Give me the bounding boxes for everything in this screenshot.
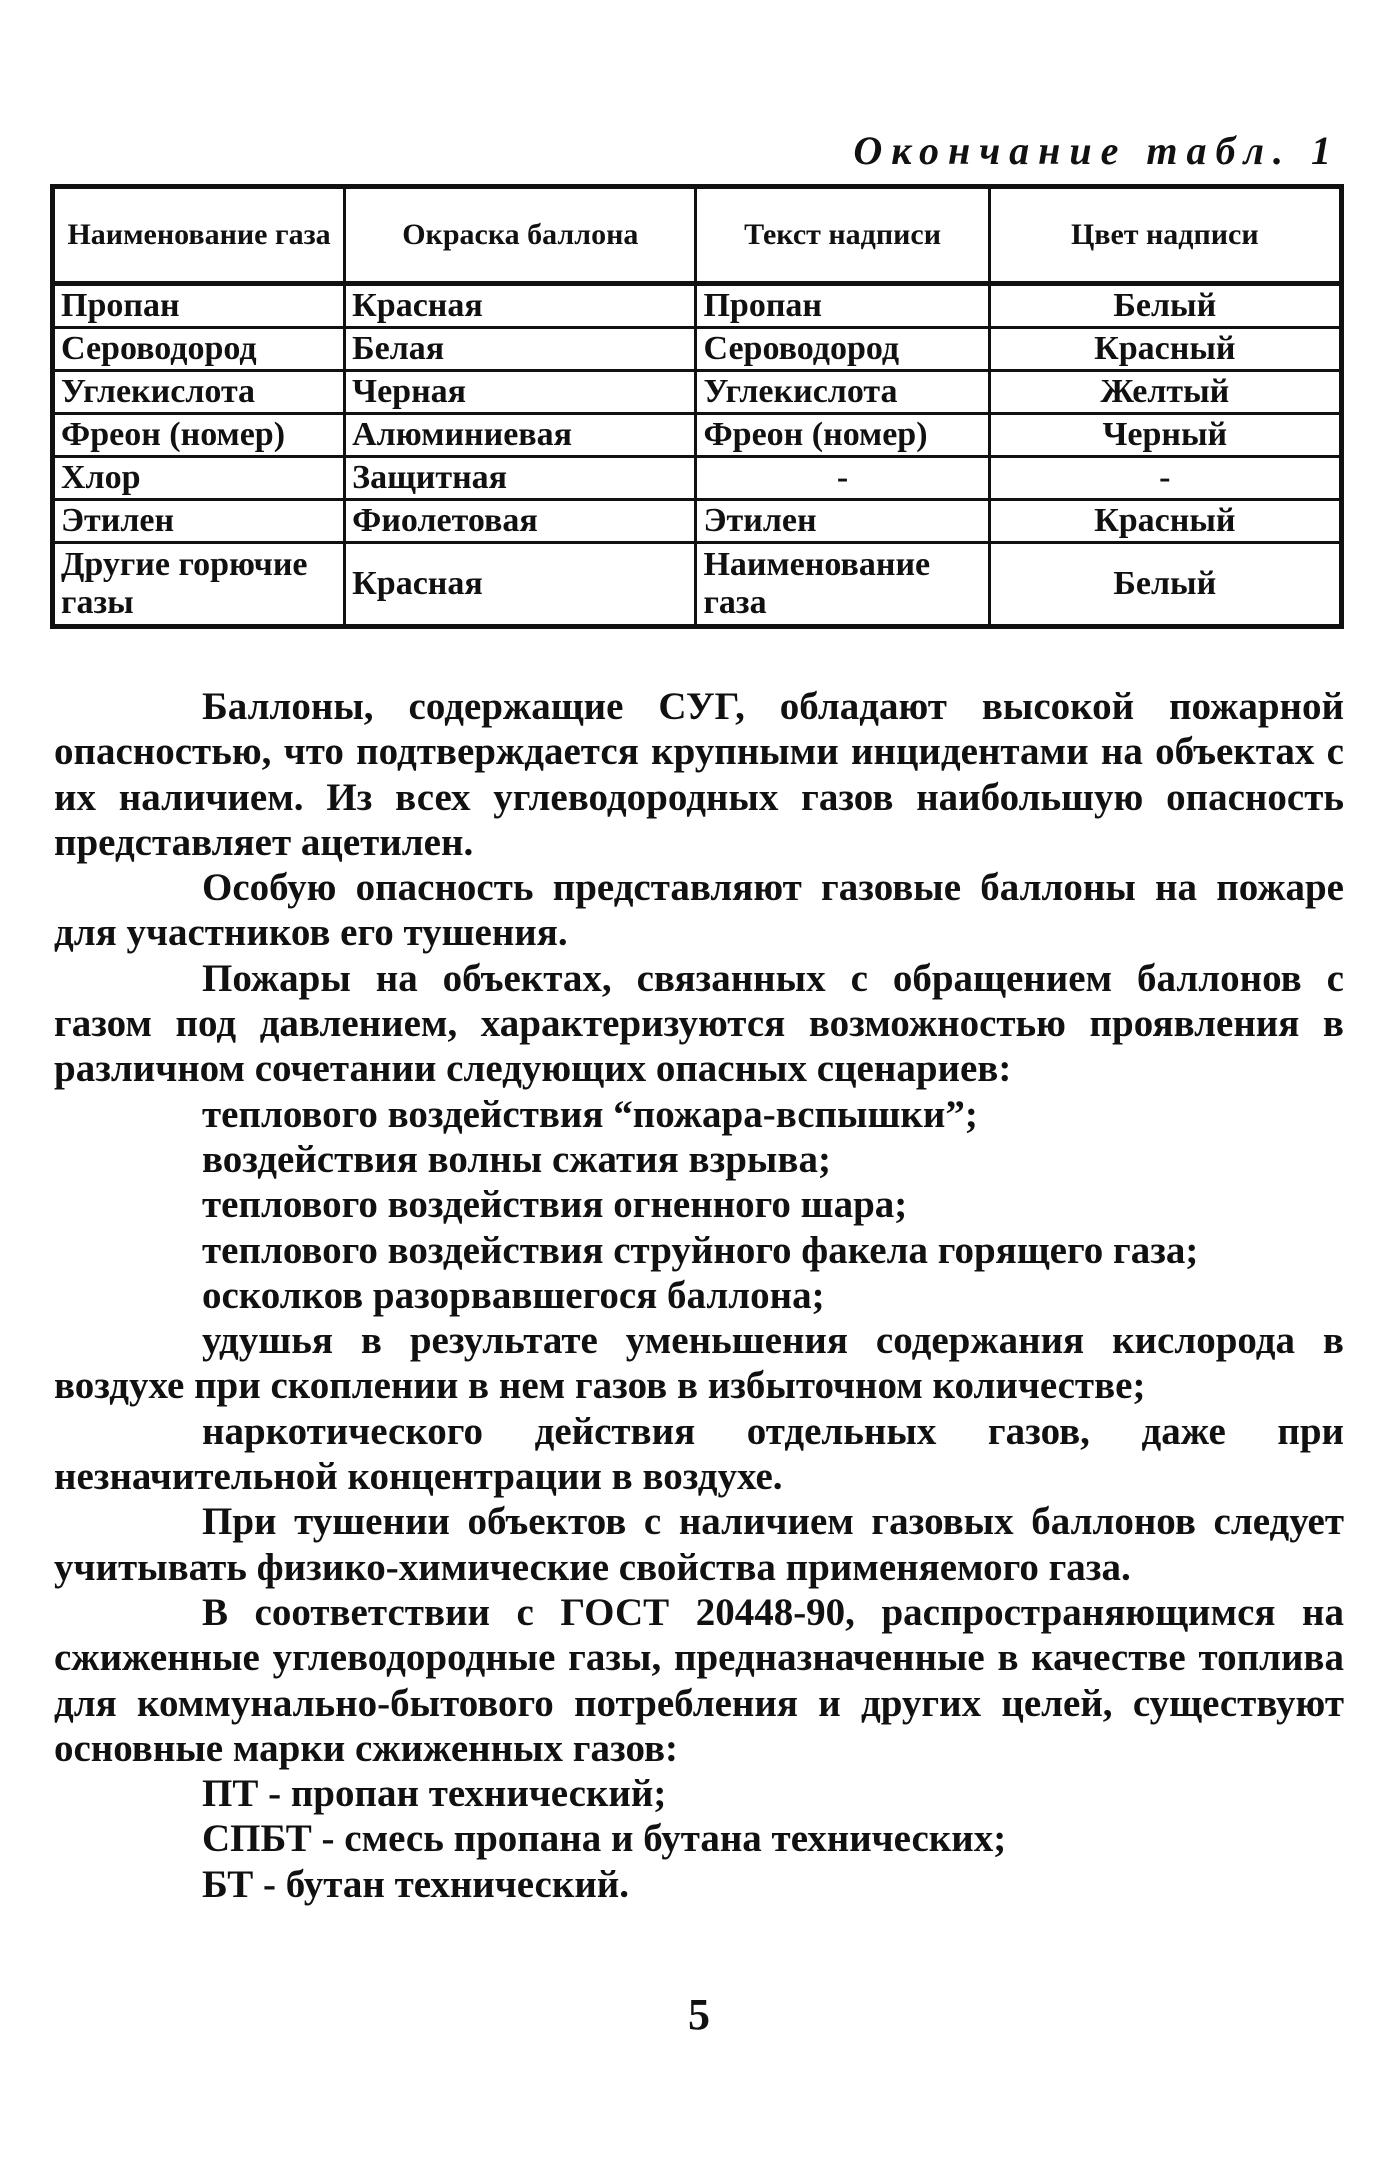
cell-inscription-text: Этилен <box>696 500 989 543</box>
scenario-list-item: удушья в результате уменьшения содержания кислорода в воздухе при скоплении в нем газов в избыточном количестве; <box>54 1319 1344 1408</box>
cell-gas-name: Сероводород <box>53 328 345 371</box>
table-row <box>53 414 1342 457</box>
cell-cylinder-color: Красная <box>345 284 696 328</box>
cell-gas-name: Углекислота <box>53 371 345 414</box>
scenario-list-item: воздействия волны сжатия взрыва; <box>202 1137 831 1181</box>
scenario-list-item: теплового воздействия “пожара-вспышки”; <box>202 1092 978 1136</box>
table-row <box>53 284 1342 328</box>
header-gas-name: Наименование газа <box>53 187 345 284</box>
cell-inscription-color: Белый <box>989 284 1341 328</box>
gas-grade-item: БТ - бутан технический. <box>202 1862 630 1906</box>
paragraph: Пожары на объектах, связанных с обращением баллонов с газом под давлением, характеризуются возможностью проявления в различном сочетании следующих опасных сценариев: <box>54 956 1344 1091</box>
gas-cylinder-table <box>50 184 1344 629</box>
paragraph: В соответствии с ГОСТ 20448-90, распространяющимся на сжиженные углеводородные газы, предназначенные в качестве топлива для коммунально-бытового потребления и других целей, существуют основные марки сжиженных газов: <box>54 1590 1344 1770</box>
table-header-row <box>53 187 1342 284</box>
cell-inscription-text: Углекислота <box>696 371 989 414</box>
table-row <box>53 500 1342 543</box>
cell-inscription-text: - <box>696 457 989 500</box>
cell-cylinder-color: Защитная <box>345 457 696 500</box>
cell-inscription-color: Красный <box>989 328 1341 371</box>
cell-inscription-text: Пропан <box>696 284 989 328</box>
cell-cylinder-color: Алюминиевая <box>345 414 696 457</box>
gas-grade-item: СПБТ - смесь пропана и бутана технических; <box>202 1817 1007 1861</box>
cell-gas-name: Пропан <box>53 284 345 328</box>
cell-gas-name: Этилен <box>53 500 345 543</box>
paragraph: Особую опасность представляют газовые баллоны на пожаре для участников его тушения. <box>54 866 1344 955</box>
table-row <box>53 543 1342 627</box>
table-row <box>53 328 1342 371</box>
table-continuation-caption: Окончание табл. 1 <box>853 128 1340 173</box>
scenario-list-item: осколков разорвавшегося баллона; <box>202 1273 825 1317</box>
cell-gas-name: Фреон (номер) <box>53 414 345 457</box>
cell-inscription-color: Красный <box>989 500 1341 543</box>
cell-inscription-color: Желтый <box>989 371 1341 414</box>
header-inscription-color: Цвет надписи <box>989 187 1341 284</box>
table-row <box>53 457 1342 500</box>
gas-grade-item: ПТ - пропан технический; <box>202 1772 667 1816</box>
cell-inscription-text: Фреон (номер) <box>696 414 989 457</box>
header-cylinder-color: Окраска баллона <box>345 187 696 284</box>
scenario-list-item: теплового воздействия огненного шара; <box>202 1183 908 1227</box>
cell-cylinder-color: Красная <box>345 543 696 627</box>
cell-gas-name: Хлор <box>53 457 345 500</box>
cell-inscription-text: Сероводород <box>696 328 989 371</box>
scenario-list-item: наркотического действия отдельных газов, даже при незначительной концентрации в воздухе. <box>54 1409 1344 1499</box>
cell-inscription-color: Черный <box>989 414 1341 457</box>
cell-cylinder-color: Фиолетовая <box>345 500 696 543</box>
header-inscription-text: Текст надписи <box>696 187 989 284</box>
cell-cylinder-color: Белая <box>345 328 696 371</box>
scenario-list-item: теплового воздействия струйного факела горящего газа; <box>202 1228 1199 1272</box>
body-text <box>54 684 1344 1907</box>
cell-gas-name: Другие горючие газы <box>53 543 345 627</box>
paragraph: При тушении объектов с наличием газовых баллонов следует учитывать физико-химические свойства применяемого газа. <box>54 1500 1344 1589</box>
cell-inscription-text: Наименование газа <box>696 543 989 627</box>
cell-inscription-color: - <box>989 457 1341 500</box>
page-number: 5 <box>688 1990 710 2039</box>
table-row <box>53 371 1342 414</box>
cell-cylinder-color: Черная <box>345 371 696 414</box>
cell-inscription-color: Белый <box>989 543 1341 627</box>
paragraph: Баллоны, содержащие СУГ, обладают высокой пожарной опасностью, что подтверждается крупными инцидентами на объектах с их наличием. Из всех углеводородных газов наибольшую опасность представляет ацетилен. <box>54 685 1344 864</box>
